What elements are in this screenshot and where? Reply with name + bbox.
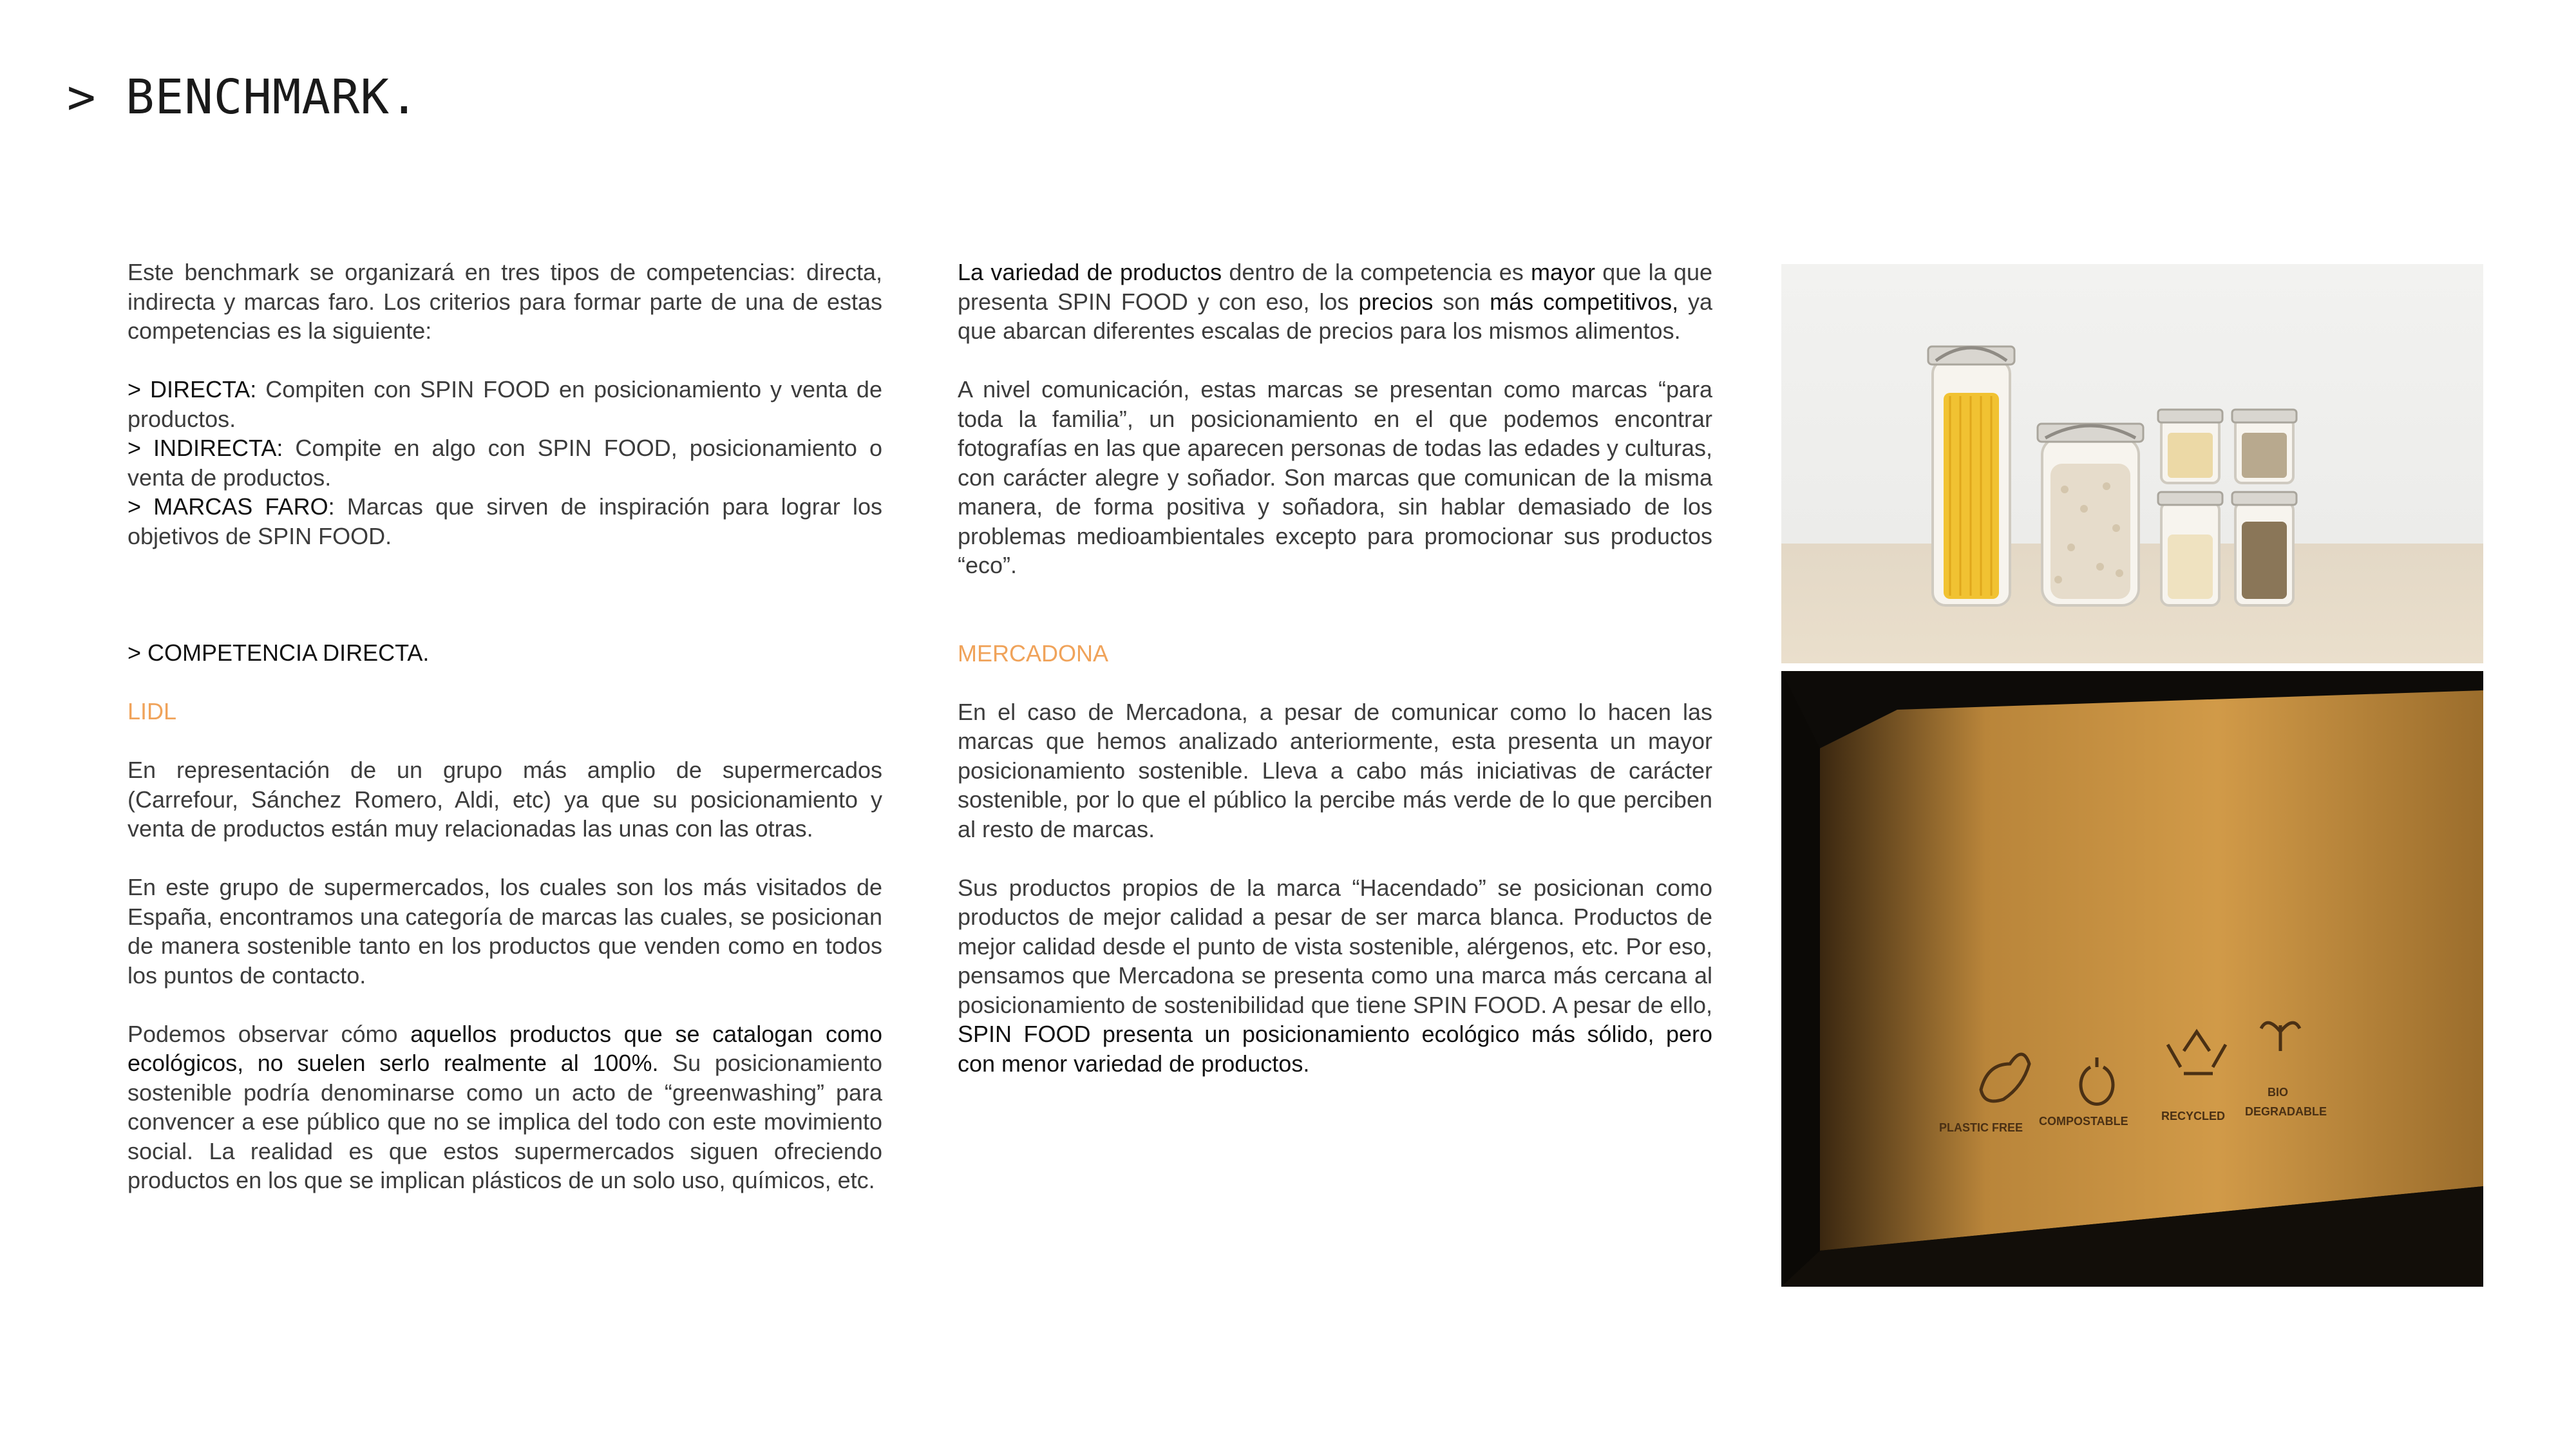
mercadona-p2-emphasis: SPIN FOOD presenta un posicionamiento ecológico más sólido, pero con menor variedad de productos. [958, 1021, 1712, 1077]
summary-em-competitive: más competitivos, [1490, 288, 1679, 315]
mercadona-paragraph-1: En el caso de Mercadona, a pesar de comunicar como lo hacen las marcas que hemos analizado anteriormente, esta presenta un mayor posicionamiento sostenible. Lleva a cabo más iniciativas de carácter sostenible, por lo que el público la percibe más verde de lo que perciben al resto de marcas. [958, 698, 1712, 842]
criterion-indirect-label: > INDIRECTA: [128, 435, 283, 461]
lidl-paragraph-3 [128, 1019, 882, 1195]
mercadona-paragraph-2 [958, 873, 1712, 1079]
jars-illustration [1781, 264, 2483, 663]
box-label-compostable: COMPOSTABLE [2039, 1115, 2128, 1128]
summary-paragraph-1 [958, 258, 1712, 346]
box-label-bio: BIO [2268, 1086, 2289, 1099]
brand-heading-mercadona: MERCADONA [958, 639, 1109, 667]
criterion-flagship-text: Marcas que sirven de inspiración para lograr los objetivos de SPIN FOOD. [128, 493, 882, 549]
jars-photo [1781, 264, 2483, 663]
lidl-p3-start: Podemos observar cómo [128, 1020, 411, 1047]
couscous-jar [2158, 410, 2222, 605]
criterion-flagship-label: > MARCAS FARO: [128, 493, 335, 520]
summary-em-mayor: mayor [1531, 259, 1596, 285]
summary-em-variety: La variedad de productos [958, 259, 1222, 285]
page-title: > BENCHMARK. [67, 70, 419, 125]
left-column [128, 258, 882, 1224]
middle-column [958, 258, 1712, 1108]
summary-paragraph-2: A nivel comunicación, estas marcas se presentan como marcas “para toda la familia”, un posicionamiento en el que podemos encontrar fotografías en las que aparecen personas de todas las edades y culturas, con carácter alegre y soñador. Son marcas que comunican de la misma manera, de forma positiva y soñadora, sin hablar demasiado de los problemas medioambientales excepto para promocionar sus productos “eco”. [958, 376, 1712, 578]
lidl-paragraph-2: En este grupo de supermercados, los cuales son los más visitados de España, encontramos una categoría de marcas las cuales, se posicionan de manera sostenible tanto en los productos que venden como en todos los puntos de contacto. [128, 874, 882, 989]
summary-em-prices: precios [1358, 288, 1434, 315]
section-heading-direct: > COMPETENCIA DIRECTA. [128, 639, 430, 666]
brand-heading-lidl: LIDL [128, 698, 177, 724]
criterion-direct-label: > DIRECTA: [128, 376, 257, 402]
box-label-recycled: RECYCLED [2161, 1110, 2226, 1122]
lidl-paragraph-1: En representación de un grupo más amplio de supermercados (Carrefour, Sánchez Romero, Aldi, etc) ya que su posicionamiento y venta de productos están muy relacionadas las unas con las otras. [128, 757, 882, 842]
mercadona-p2-start: Sus productos propios de la marca “Hacendado” se posicionan como productos de mejor calidad a pesar de ser marca blanca. Productos de mejor calidad desde el punto de vista sostenible, alérgenos, etc. Por eso, pensamos que Mercadona se presenta como una marca más cercana al posicionamiento de sostenibilidad que tiene SPIN FOOD. A pesar de ello, [958, 874, 1712, 1018]
criterion-indirect-text: Compite en algo con SPIN FOOD, posicionamiento o venta de productos. [128, 435, 882, 491]
cardboard-box-photo [1781, 671, 2483, 1287]
summary-text-a: dentro de la competencia es [1222, 259, 1531, 285]
lentils-jar [2232, 410, 2297, 605]
summary-text-c: son [1433, 288, 1490, 315]
criterion-direct [128, 375, 882, 433]
spaghetti-jar [1928, 346, 2014, 605]
box-label-plastic-free: PLASTIC FREE [1939, 1121, 2023, 1134]
oats-jar [2038, 424, 2143, 605]
box-label-degradable: DEGRADABLE [2245, 1105, 2327, 1118]
lidl-p3-end: Su posicionamiento sostenible podría denominarse como un acto de “greenwashing” para convencer a ese público que no se implica del todo con este movimiento social. La realidad es que estos supermercados siguen ofreciendo productos en los que se implican plásticos de un solo uso, químicos, etc. [128, 1050, 882, 1193]
criterion-indirect [128, 433, 882, 492]
summary-text-d: ya que abarcan diferentes escalas de precios para los mismos alimentos. [958, 288, 1713, 344]
criterion-flagship [128, 492, 882, 551]
lidl-p3-emphasis: aquellos productos que se catalogan como ecológicos, no suelen serlo realmente al 100%. [128, 1020, 882, 1076]
criterion-direct-text: Compiten con SPIN FOOD en posicionamiento y venta de productos. [128, 376, 882, 432]
cardboard-box-illustration [1781, 671, 2483, 1287]
intro-paragraph: Este benchmark se organizará en tres tipos de competencias: directa, indirecta y marcas faro. Los criterios para formar parte de una de estas competencias es la siguiente: [128, 259, 882, 344]
summary-text-b: que la que presenta SPIN FOOD y con eso, los [958, 259, 1712, 315]
